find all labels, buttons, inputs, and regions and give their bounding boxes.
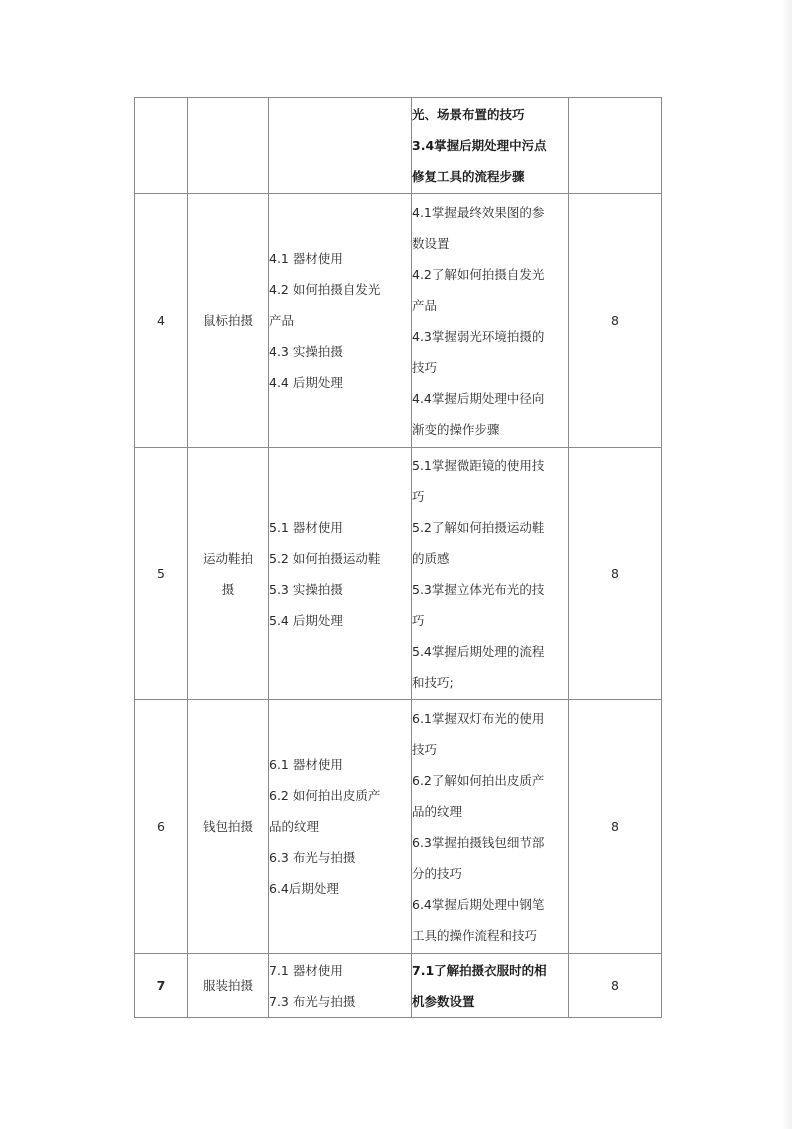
row-number-cell: 6 — [135, 700, 188, 954]
topic-name-cell: 服装拍摄 — [188, 954, 269, 1018]
teaching-content-cell: 4.1 器材使用 4.2 如何拍摄自发光 产品 4.3 实操拍摄 4.4 后期处理 — [269, 194, 412, 448]
learning-goals-cell: 6.1掌握双灯布光的使用 技巧 6.2了解如何拍出皮质产 品的纹理 6.3掌握拍摄钱包细节部 分的技巧 6.4掌握后期处理中钢笔 工具的操作流程和技巧 — [412, 700, 569, 954]
row-number-cell: 4 — [135, 194, 188, 448]
teaching-content-cell: 6.1 器材使用 6.2 如何拍出皮质产 品的纹理 6.3 布光与拍摄 6.4后期处理 — [269, 700, 412, 954]
teaching-content-cell: 7.1 器材使用 7.3 布光与拍摄 — [269, 954, 412, 1018]
table-row — [135, 98, 662, 194]
class-hours-cell: 8 — [569, 954, 662, 1018]
row-number-cell — [135, 98, 188, 194]
table-row — [135, 700, 662, 954]
class-hours-cell: 8 — [569, 700, 662, 954]
topic-name-cell — [188, 98, 269, 194]
topic-name-cell: 鼠标拍摄 — [188, 194, 269, 448]
topic-name-cell: 运动鞋拍 摄 — [188, 448, 269, 700]
table-row — [135, 954, 662, 1018]
teaching-content-cell — [269, 98, 412, 194]
learning-goals-cell: 4.1掌握最终效果图的参 数设置 4.2了解如何拍摄自发光 产品 4.3掌握弱光环境拍摄的 技巧 4.4掌握后期处理中径向 渐变的操作步骤 — [412, 194, 569, 448]
table-row — [135, 194, 662, 448]
teaching-content-cell: 5.1 器材使用 5.2 如何拍摄运动鞋 5.3 实操拍摄 5.4 后期处理 — [269, 448, 412, 700]
class-hours-cell: 8 — [569, 448, 662, 700]
learning-goals-cell: 5.1掌握微距镜的使用技 巧 5.2了解如何拍摄运动鞋 的质感 5.3掌握立体光布光的技 巧 5.4掌握后期处理的流程 和技巧; — [412, 448, 569, 700]
class-hours-cell — [569, 98, 662, 194]
class-hours-cell: 8 — [569, 194, 662, 448]
course-schedule-table — [134, 97, 662, 1018]
learning-goals-cell: 7.1了解拍摄衣服时的相 机参数设置 — [412, 954, 569, 1018]
row-number-cell: 7 — [135, 954, 188, 1018]
page-edge-shadow — [782, 0, 792, 1129]
topic-name-cell: 钱包拍摄 — [188, 700, 269, 954]
table-row — [135, 448, 662, 700]
row-number-cell: 5 — [135, 448, 188, 700]
learning-goals-cell: 光、场景布置的技巧 3.4掌握后期处理中污点 修复工具的流程步骤 — [412, 98, 569, 194]
